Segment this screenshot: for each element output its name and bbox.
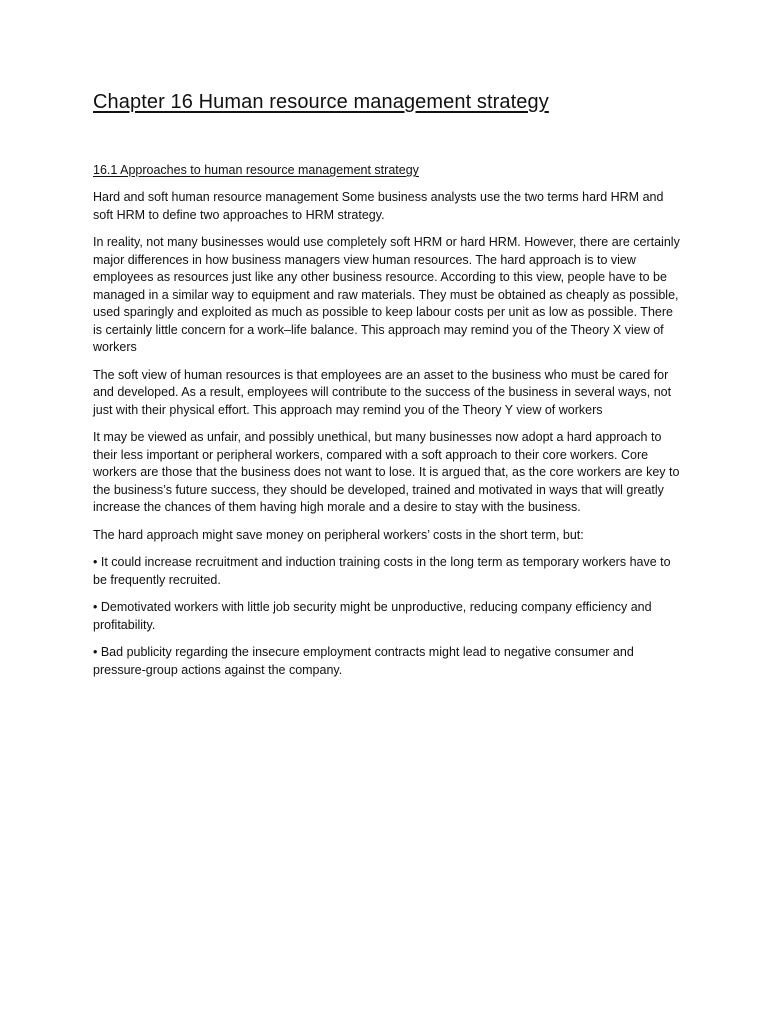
- paragraph-hard-soft-intro: Hard and soft human resource management Some business analysts use the two terms hard HRM and soft HRM to define two approaches to HRM strategy.: [93, 190, 664, 222]
- document-content: [93, 88, 683, 679]
- bullet-bad-publicity: • Bad publicity regarding the insecure employment contracts might lead to negative consumer and pressure-group actions against the company.: [93, 645, 634, 677]
- paragraph-short-term-savings: The hard approach might save money on peripheral workers’ costs in the short term, but:: [93, 527, 584, 542]
- section-heading: 16.1 Approaches to human resource management strategy: [93, 163, 419, 177]
- bullet-recruitment-costs: • It could increase recruitment and induction training costs in the long term as temporary workers have to be frequently recruited.: [93, 555, 671, 587]
- chapter-title: Chapter 16 Human resource management strategy: [93, 91, 549, 113]
- bullet-demotivated-workers: • Demotivated workers with little job security might be unproductive, reducing company efficiency and profitability.: [93, 600, 652, 632]
- paragraph-core-peripheral: It may be viewed as unfair, and possibly unethical, but many businesses now adopt a hard approach to their less important or peripheral workers, compared with a soft approach to their core workers. Core workers are those that the business does not want to lose. It is argued that, as the core workers are key to the business’s future success, they should be developed, trained and motivated in ways that will greatly increase the chances of them having high morale and a desire to stay with the business.: [93, 430, 680, 514]
- paragraph-soft-approach: The soft view of human resources is that employees are an asset to the business who must be cared for and developed. As a result, employees will contribute to the success of the business in several ways, not just with their physical effort. This approach may remind you of the Theory Y view of workers: [93, 367, 672, 417]
- paragraph-hard-approach: In reality, not many businesses would use completely soft HRM or hard HRM. However, there are certainly major differences in how business managers view human resources. The hard approach is to view employees as resources just like any other business resource. According to this view, people have to be managed in a similar way to equipment and raw materials. They must be obtained as cheaply as possible, used sparingly and exploited as much as possible to keep labour costs per unit as low as possible. There is certainly little concern for a work–life balance. This approach may remind you of the Theory X view of workers: [93, 235, 680, 354]
